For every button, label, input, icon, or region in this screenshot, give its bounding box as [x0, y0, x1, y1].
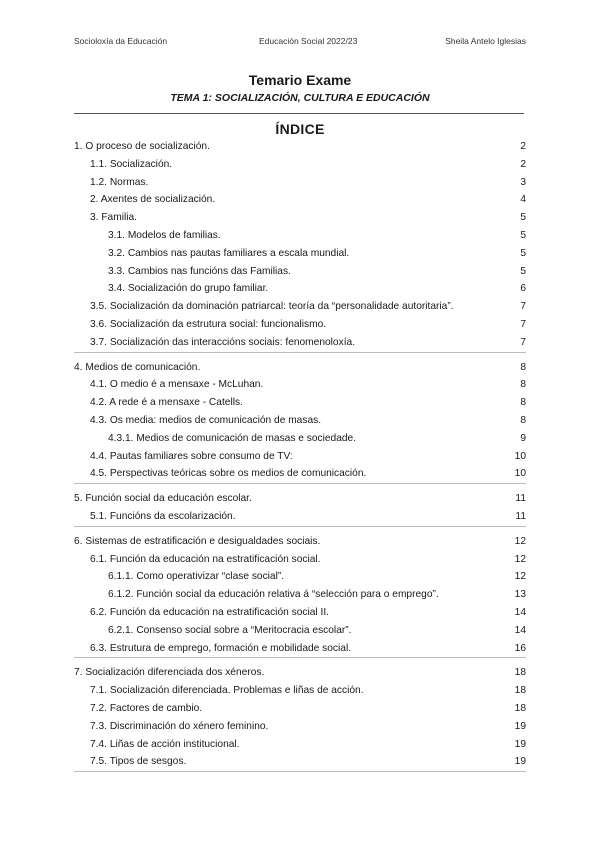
toc-section	[74, 490, 526, 527]
toc-entry[interactable]	[74, 508, 526, 526]
toc-entry-label: 4.3. Os media: medios de comunicación de masas.	[90, 414, 322, 426]
toc-entry[interactable]	[74, 568, 526, 586]
toc-entry-label: 7.5. Tipos de sesgos.	[90, 756, 187, 768]
toc-entry-label: 6.1.2. Función social da educación relativa á “selección para o emprego”.	[108, 589, 439, 601]
toc-entry-page: 5	[520, 247, 526, 259]
toc-entry[interactable]	[74, 640, 526, 658]
toc-entry-page: 16	[514, 642, 526, 654]
toc-entry[interactable]	[74, 682, 526, 700]
toc-entry-page: 13	[514, 589, 526, 601]
toc-entry[interactable]	[74, 280, 526, 298]
toc-entry[interactable]	[74, 298, 526, 316]
toc-entry-page: 8	[520, 397, 526, 409]
toc-entry[interactable]	[74, 551, 526, 569]
toc-entry-page: 11	[515, 493, 526, 505]
toc-entry[interactable]	[74, 191, 526, 209]
toc-entry-label: 7.2. Factores de cambio.	[90, 702, 203, 714]
toc-entry-label: 4.1. O medio é a mensaxe - McLuhan.	[90, 379, 264, 391]
toc-entry[interactable]	[74, 174, 526, 192]
toc-entry[interactable]	[74, 227, 526, 245]
toc-entry-page: 12	[514, 571, 526, 583]
toc-entry-page: 19	[514, 738, 526, 750]
toc-entry-label: 3.4. Socialización do grupo familiar.	[108, 283, 269, 295]
toc-entry-label: 4.5. Perspectivas teóricas sobre os medios de comunicación.	[90, 468, 367, 480]
toc-section	[74, 664, 526, 772]
toc-entry[interactable]	[74, 394, 526, 412]
toc-entry-page: 2	[520, 158, 526, 170]
toc-entry[interactable]	[74, 376, 526, 394]
toc-entry-label: 2. Axentes de socialización.	[90, 194, 216, 206]
toc-entry[interactable]	[74, 359, 526, 377]
toc-entry[interactable]	[74, 316, 526, 334]
toc-entry[interactable]	[74, 448, 526, 466]
toc-entry-label: 3.5. Socialización da dominación patriarcal: teoría da “personalidade autoritaria”.	[90, 301, 454, 313]
toc-entry-page: 8	[520, 414, 526, 426]
toc-entry-page: 8	[520, 361, 526, 373]
toc-entry-label: 5.1. Funcións da escolarización.	[90, 510, 236, 522]
toc-entry-label: 7.1. Socialización diferenciada. Problemas e liñas de acción.	[90, 685, 364, 697]
toc-entry[interactable]	[74, 586, 526, 604]
toc-section	[74, 533, 526, 659]
toc-entry[interactable]	[74, 465, 526, 483]
toc-entry[interactable]	[74, 412, 526, 430]
page-header	[74, 36, 526, 50]
table-of-contents	[74, 138, 526, 772]
toc-entry-label: 4. Medios de comunicación.	[74, 361, 201, 373]
toc-entry-page: 11	[515, 510, 526, 522]
toc-entry-label: 7.4. Liñas de acción institucional.	[90, 738, 240, 750]
toc-entry-page: 3	[520, 176, 526, 188]
toc-entry-page: 8	[520, 379, 526, 391]
toc-entry-page: 18	[514, 667, 526, 679]
toc-entry-label: 6.1. Función da educación na estratificación social.	[90, 553, 321, 565]
toc-entry-label: 1. O proceso de socialización.	[74, 141, 210, 152]
toc-entry-label: 3.6. Socialización da estrutura social: funcionalismo.	[90, 318, 327, 330]
toc-entry-page: 7	[520, 336, 526, 348]
toc-entry-page: 5	[520, 265, 526, 277]
toc-entry[interactable]	[74, 156, 526, 174]
toc-entry-page: 12	[514, 535, 526, 547]
toc-entry-page: 9	[520, 432, 526, 444]
toc-entry-page: 2	[520, 141, 526, 152]
index-heading: ÍNDICE	[275, 121, 325, 137]
toc-entry[interactable]	[74, 753, 526, 771]
toc-entry-label: 3.7. Socialización das interaccións sociais: fenomenoloxía.	[90, 336, 356, 348]
toc-entry-label: 6. Sistemas de estratificación e desigualdades sociais.	[74, 535, 321, 547]
toc-entry[interactable]	[74, 736, 526, 754]
header-course: Educación Social 2022/23	[259, 36, 358, 46]
toc-entry[interactable]	[74, 490, 526, 508]
header-author: Sheila Antelo Iglesias	[445, 36, 526, 46]
toc-entry[interactable]	[74, 245, 526, 263]
document-title: Temario Exame	[248, 72, 352, 88]
toc-section	[74, 138, 526, 353]
toc-entry[interactable]	[74, 138, 526, 156]
document-subtitle: TEMA 1: SOCIALIZACIÓN, CULTURA E EDUCACIÓN	[170, 92, 430, 104]
toc-entry-page: 7	[520, 318, 526, 330]
toc-entry-page: 4	[520, 194, 526, 206]
toc-entry-label: 1.1. Socialización.	[90, 158, 173, 170]
toc-entry-label: 6.2.1. Consenso social sobre a “Meritocracia escolar”.	[108, 624, 352, 636]
header-subject: Socioloxía da Educación	[74, 36, 168, 46]
toc-entry-label: 6.2. Función da educación na estratificación social II.	[90, 606, 329, 618]
toc-entry-label: 7.3. Discriminación do xénero feminino.	[90, 720, 269, 732]
toc-entry[interactable]	[74, 718, 526, 736]
toc-entry-label: 4.2. A rede é a mensaxe - Catells.	[90, 397, 243, 409]
toc-entry-label: 3. Familia.	[90, 212, 137, 224]
toc-entry-label: 4.3.1. Medios de comunicación de masas e sociedade.	[108, 432, 357, 444]
toc-entry[interactable]	[74, 664, 526, 682]
title-divider	[74, 113, 524, 114]
toc-entry[interactable]	[74, 622, 526, 640]
toc-entry-page: 19	[514, 720, 526, 732]
toc-entry[interactable]	[74, 334, 526, 352]
toc-entry-label: 1.2. Normas.	[90, 176, 149, 188]
toc-section	[74, 359, 526, 485]
toc-entry[interactable]	[74, 430, 526, 448]
toc-entry[interactable]	[74, 533, 526, 551]
toc-entry[interactable]	[74, 263, 526, 281]
toc-entry-page: 7	[520, 301, 526, 313]
toc-entry-page: 18	[514, 702, 526, 714]
toc-entry-page: 10	[514, 450, 526, 462]
toc-entry-label: 7. Socialización diferenciada dos xéneros.	[74, 667, 265, 679]
toc-entry-page: 5	[520, 229, 526, 241]
toc-entry-label: 3.2. Cambios nas pautas familiares a escala mundial.	[108, 247, 350, 259]
toc-entry-page: 12	[514, 553, 526, 565]
toc-entry-label: 3.3. Cambios nas funcións das Familias.	[108, 265, 291, 277]
toc-entry-label: 3.1. Modelos de familias.	[108, 229, 221, 241]
toc-entry-page: 6	[520, 283, 526, 295]
toc-entry-label: 6.3. Estrutura de emprego, formación e mobilidade social.	[90, 642, 352, 654]
toc-entry-page: 5	[520, 212, 526, 224]
toc-entry-label: 5. Función social da educación escolar.	[74, 493, 252, 505]
toc-entry[interactable]	[74, 700, 526, 718]
toc-entry-page: 19	[514, 756, 526, 768]
toc-entry[interactable]	[74, 209, 526, 227]
toc-entry-page: 14	[514, 606, 526, 618]
toc-entry-page: 10	[514, 468, 526, 480]
toc-entry[interactable]	[74, 604, 526, 622]
toc-entry-page: 18	[514, 685, 526, 697]
toc-entry-label: 6.1.1. Como operativizar “clase social”.	[108, 571, 285, 583]
toc-entry-label: 4.4. Pautas familiares sobre consumo de TV:	[90, 450, 293, 462]
toc-entry-page: 14	[514, 624, 526, 636]
